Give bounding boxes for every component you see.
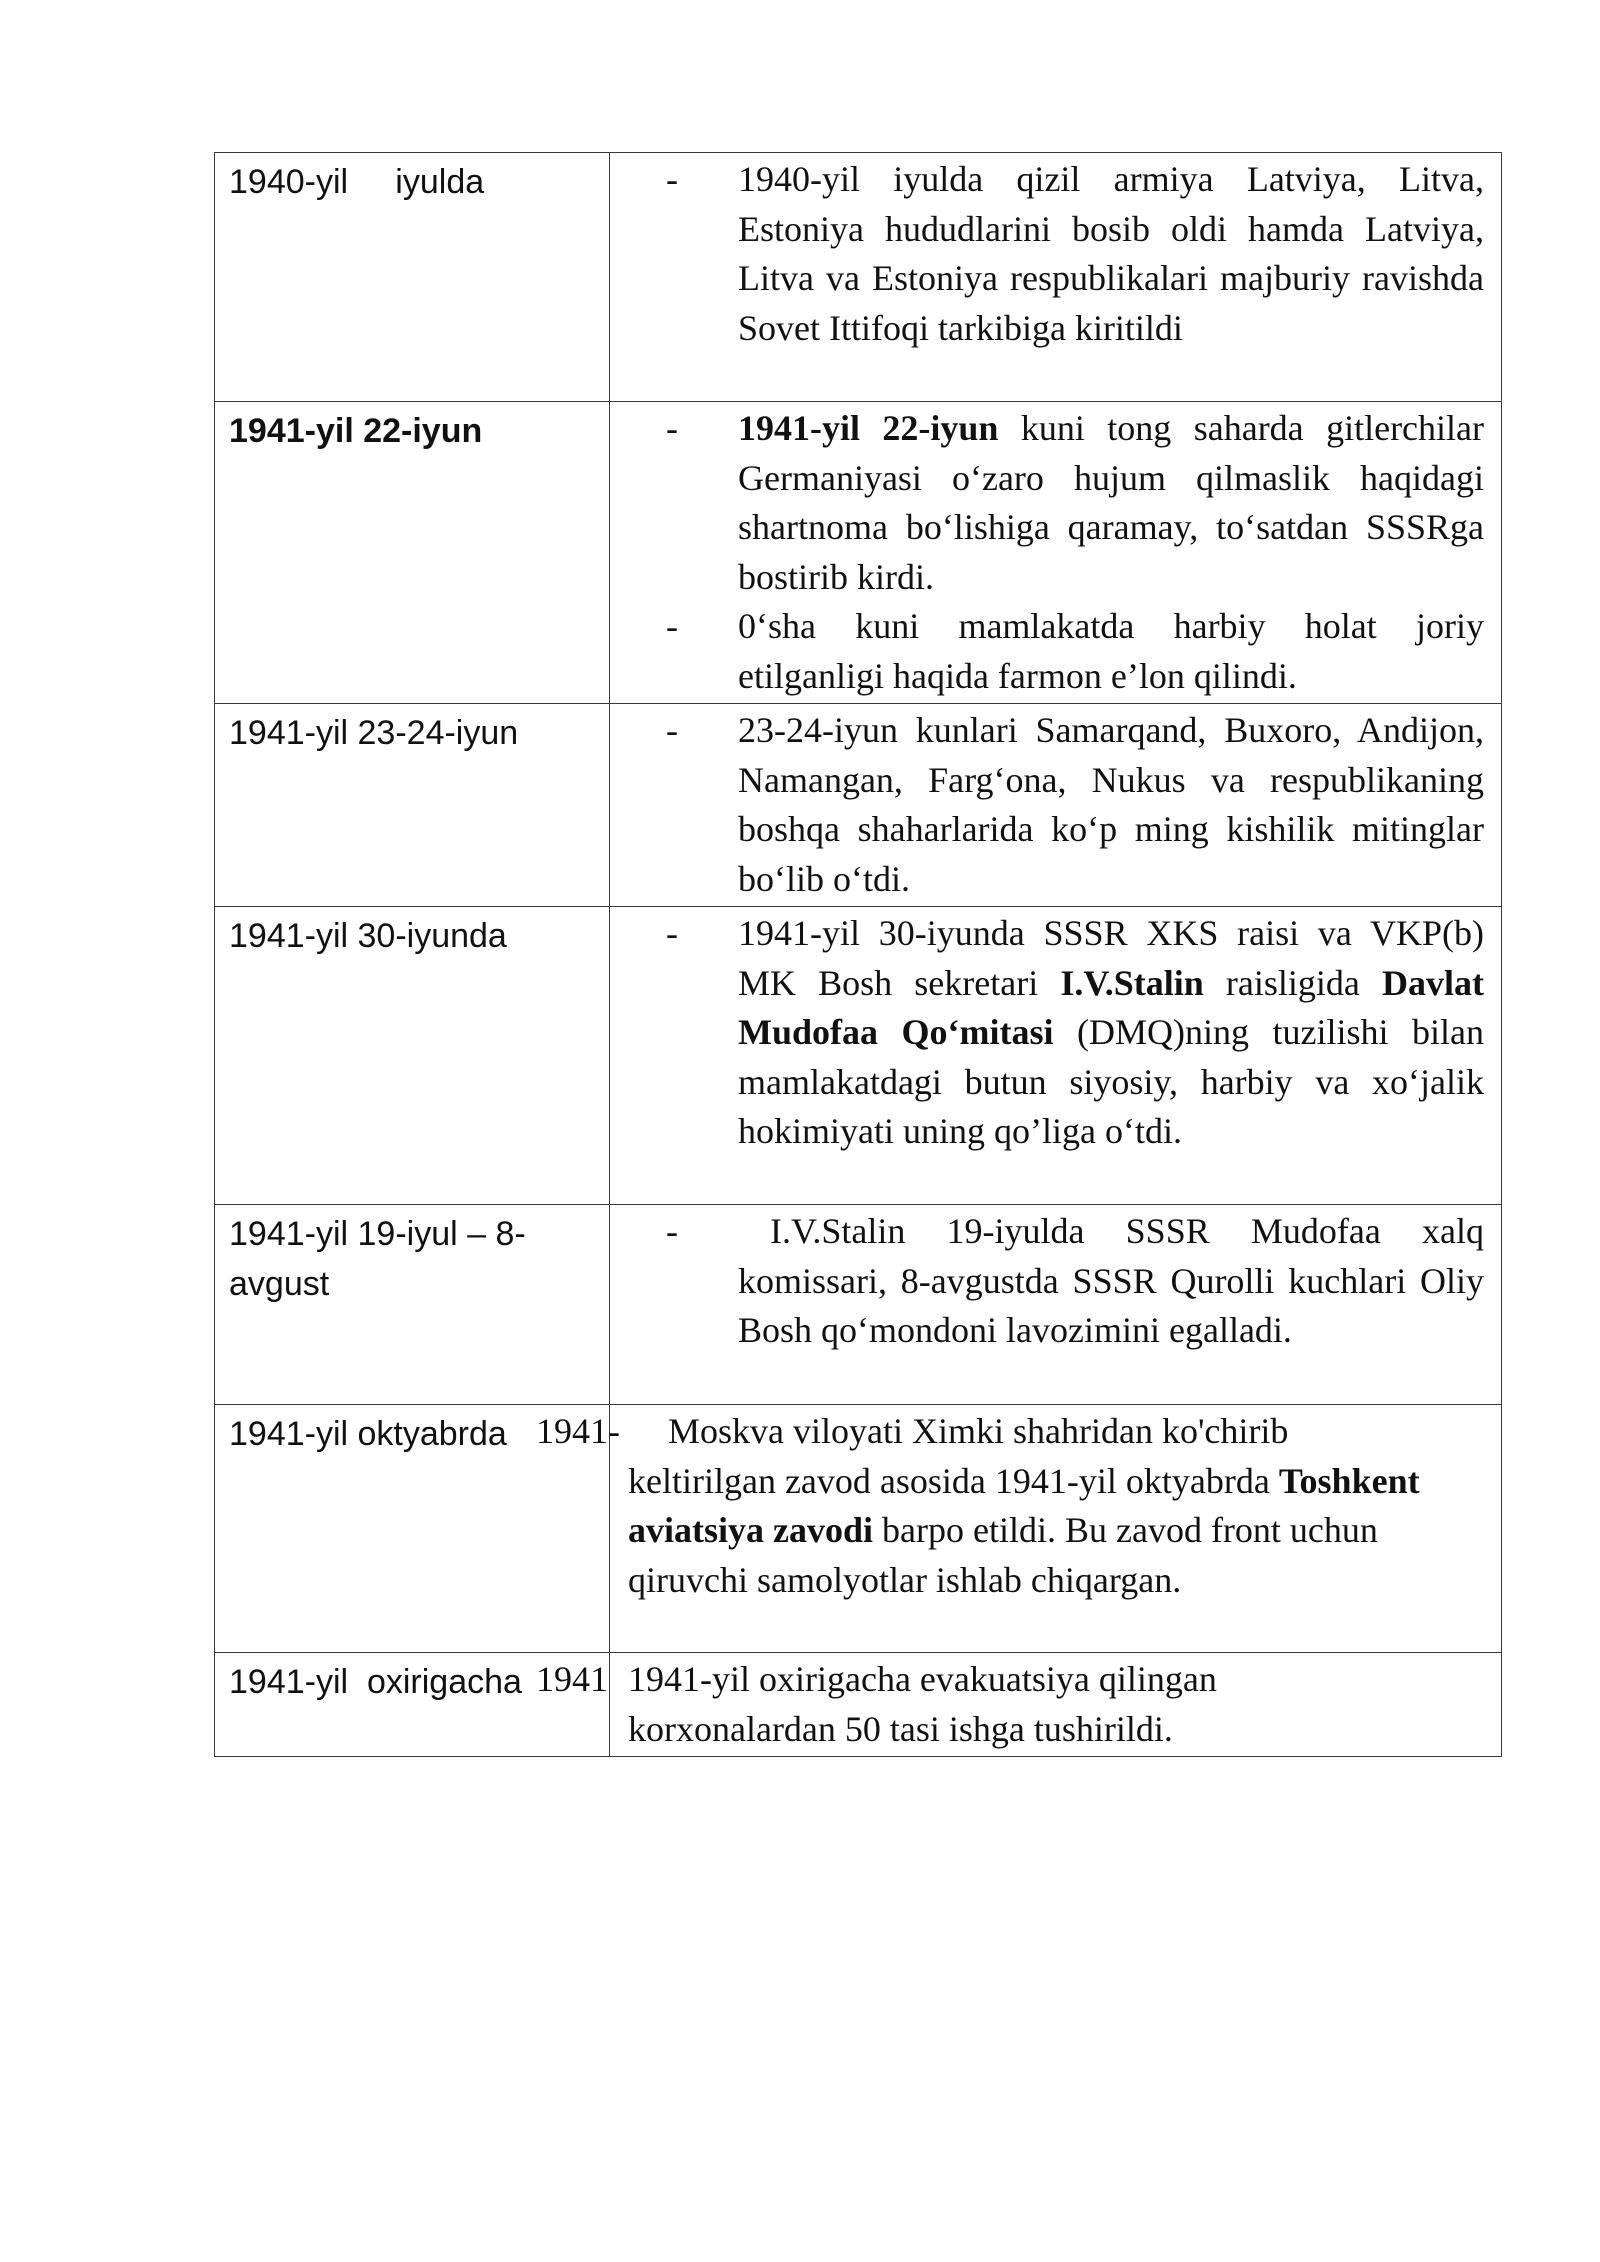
overhang-text: 1941- [536, 1411, 620, 1451]
event-text: 0‘sha kuni mamlakatda harbiy holat joriy etilganligi haqida farmon e’lon qilindi. [738, 606, 1484, 696]
date-cell [215, 402, 610, 704]
bullet-dash: - [666, 710, 678, 750]
date-label: 1941-yil oxirigacha [229, 1663, 522, 1701]
event-cell [536, 1653, 1502, 1757]
table-row [215, 402, 1502, 704]
event-text: 1941- Moskva viloyati Ximki shahridan ko'chirib keltirilgan zavod asosida 1941-yil oktyabrda Toshkent aviatsiya zavodi barpo etildi. Bu zavod front uchun qiruvchi samolyotlar ishlab chiqargan. [610, 1405, 1501, 1607]
event-cell [536, 1405, 1502, 1653]
table-row [215, 1653, 1502, 1757]
bullet-dash: - [666, 159, 678, 199]
list-item [610, 155, 1484, 353]
event-text: 1941 1941-yil oxirigacha evakuatsiya qilingan korxonalardan 50 tasi ishga tushirildi. [610, 1653, 1501, 1756]
event-cell [610, 153, 1502, 402]
event-text: 1940-yil iyulda qizil armiya Latviya, Litva, Estoniya hududlarini bosib oldi hamda Latviya, Litva va Estoniya respublikalari majburiy ravishda Sovet Ittifoqi tarkibiga kiritildi [738, 159, 1484, 348]
event-cell [610, 704, 1502, 907]
date-label: 1940-yil iyulda [229, 163, 485, 201]
list-item [610, 706, 1484, 904]
date-label: 1941-yil 30-iyunda [229, 917, 507, 955]
event-bold-lead: 1941-yil 22-iyun [738, 408, 999, 448]
date-cell [215, 907, 610, 1205]
list-item [610, 1207, 1484, 1356]
timeline-table [214, 152, 1502, 1757]
list-item [610, 909, 1484, 1157]
list-item [610, 404, 1484, 602]
date-cell [215, 704, 610, 907]
list-item [610, 602, 1484, 701]
event-text: 23-24-iyun kunlari Samarqand, Buxoro, Andijon, Namangan, Farg‘ona, Nukus va respublikaning boshqa shaharlarida ko‘p ming kishilik mitinglar bo‘lib o‘tdi. [738, 710, 1484, 899]
date-cell [215, 1205, 610, 1405]
table-row [215, 907, 1502, 1205]
table-row [215, 704, 1502, 907]
table-row [215, 153, 1502, 402]
date-label: 1941-yil 22-iyun [229, 412, 483, 450]
event-text: I.V.Stalin 19-iyulda SSSR Mudofaa xalq komissari, 8-avgustda SSSR Qurolli kuchlari Oliy Bosh qo‘mondoni lavozimini egalladi. [738, 1211, 1484, 1350]
bullet-dash: - [666, 913, 678, 953]
date-cell [215, 153, 610, 402]
event-cell [610, 1205, 1502, 1405]
date-label: 1941-yil 23-24-iyun [229, 714, 519, 752]
bullet-dash: - [666, 606, 678, 646]
date-label: 1941-yil oktyabrda [229, 1415, 507, 1453]
event-text: 1941-yil 22-iyun kuni tong saharda gitlerchilar Germaniyasi o‘zaro hujum qilmaslik haqidagi shartnoma bo‘lishiga qaramay, to‘satdan SSSRga bostirib kirdi. [738, 408, 1484, 597]
date-label: 1941-yil 19-iyul – 8-avgust [229, 1215, 526, 1303]
table-row [215, 1405, 1502, 1653]
bullet-dash: - [666, 408, 678, 448]
event-cell [610, 907, 1502, 1205]
overhang-text: 1941 [536, 1659, 608, 1699]
table-row [215, 1205, 1502, 1405]
event-cell [610, 402, 1502, 704]
event-text: 1941-yil 30-iyunda SSSR XKS raisi va VKP(b) MK Bosh sekretari I.V.Stalin raisligida Davlat Mudofaa Qo‘mitasi (DMQ)ning tuzilishi bilan mamlakatdagi butun siyosiy, harbiy va xo‘jalik hokimiyati uning qo’liga o‘tdi. [738, 913, 1484, 1151]
bullet-dash: - [666, 1211, 678, 1251]
